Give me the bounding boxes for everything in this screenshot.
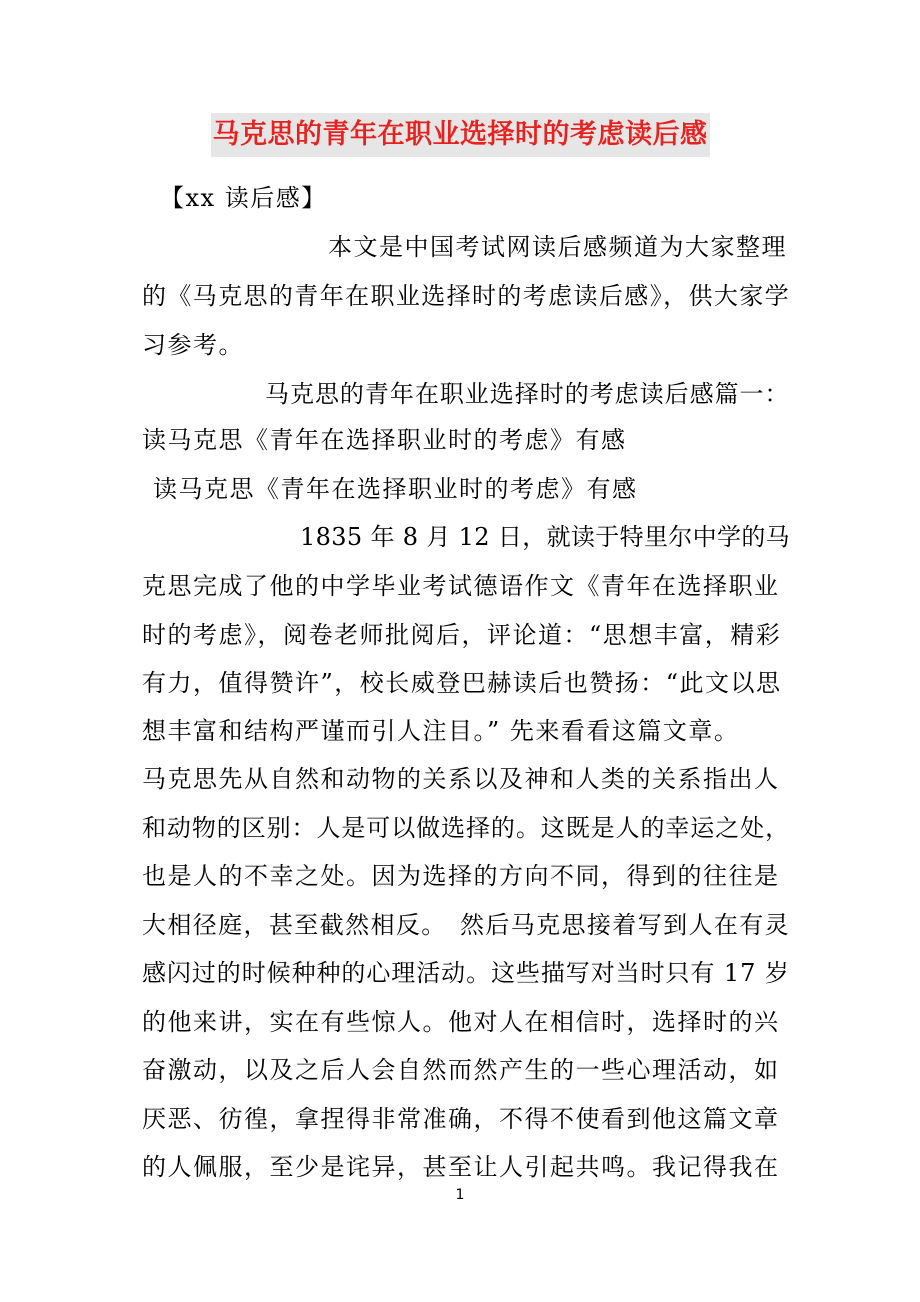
text-line: 想丰富和结构严谨而引人注目。” 先来看看这篇文章。	[142, 717, 740, 745]
text-line: 【xx 读后感】	[160, 184, 327, 212]
text-line: 的《马克思的青年在职业选择时的考虑读后感》，供大家学	[142, 282, 790, 310]
text-line: 马克思的青年在职业选择时的考虑读后感篇一：	[265, 380, 790, 408]
text-line: 的他来讲，实在有些惊人。他对人在相信时，选择时的兴	[142, 1008, 780, 1036]
text-line: 和动物的区别：人是可以做选择的。这既是人的幸运之处，	[142, 814, 790, 842]
text-line: 读马克思《青年在选择职业时的考虑》有感	[153, 475, 638, 503]
text-line: 大相径庭，甚至截然相反。 然后马克思接着写到人在有灵	[142, 911, 790, 939]
text-line: 感闪过的时候种种的心理活动。这些描写对当时只有 17 岁	[142, 959, 790, 987]
text-line: 也是人的不幸之处。因为选择的方向不同，得到的往往是	[142, 862, 780, 890]
document-title	[0, 113, 920, 160]
text-line: 的人佩服，至少是诧异，甚至让人引起共鸣。我记得我在	[142, 1153, 780, 1181]
text-line: 1835 年 8 月 12 日，就读于特里尔中学的马	[300, 523, 791, 551]
text-line: 克思完成了他的中学毕业考试德语作文《青年在选择职业	[142, 572, 780, 600]
text-line: 习参考。	[142, 331, 244, 359]
text-line: 有力，值得赞许”，校长威登巴赫读后也赞扬：“此文以思	[142, 669, 782, 697]
text-line: 本文是中国考试网读后感频道为大家整理	[328, 233, 787, 261]
page-number: 1	[455, 1187, 465, 1203]
text-line: 读马克思《青年在选择职业时的考虑》有感	[142, 426, 627, 454]
text-line: 时的考虑》，阅卷老师批阅后，评论道：“思想丰富，精彩	[142, 621, 782, 649]
text-line: 马克思先从自然和动物的关系以及神和人类的关系指出人	[142, 765, 780, 793]
text-line: 厌恶、彷徨，拿捏得非常准确，不得不使看到他这篇文章	[142, 1105, 780, 1133]
document-title-text: 马克思的青年在职业选择时的考虑读后感	[211, 113, 710, 157]
text-line: 奋激动，以及之后人会自然而然产生的一些心理活动，如	[142, 1056, 780, 1084]
